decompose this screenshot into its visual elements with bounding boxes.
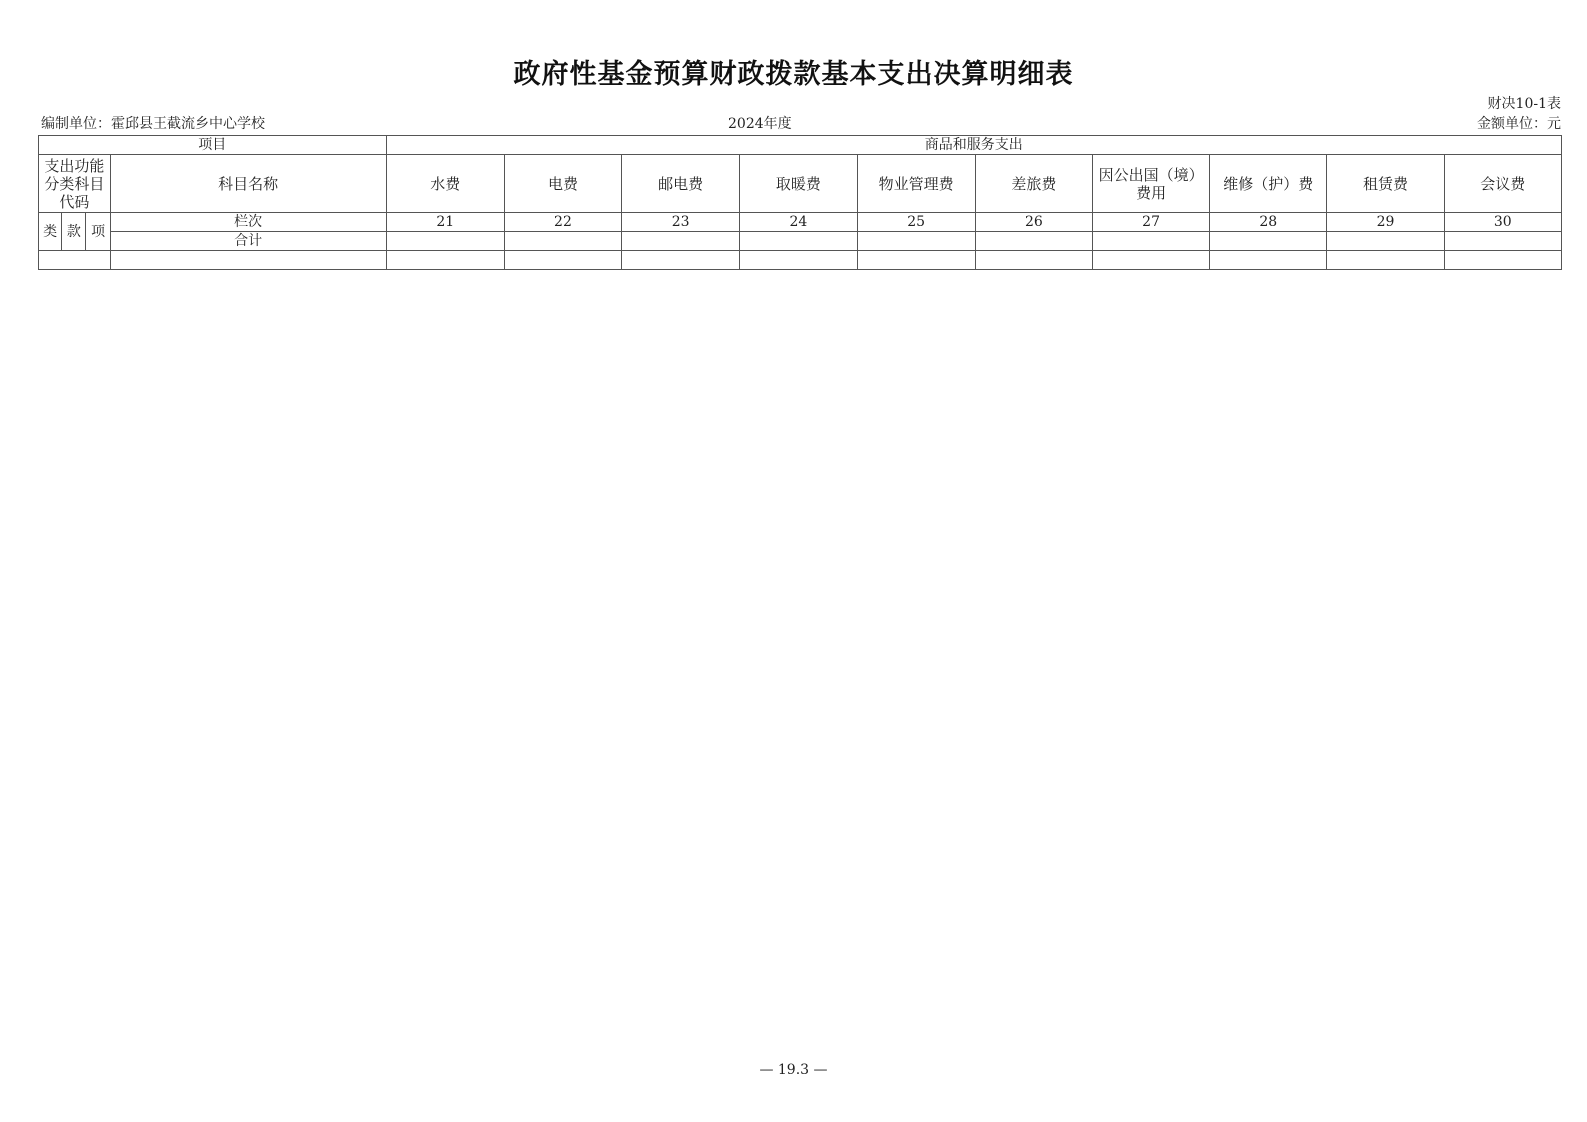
empty-cell (975, 251, 1092, 270)
col-header-heating: 取暖费 (740, 155, 857, 213)
empty-cell (1092, 251, 1209, 270)
code-item-label: 项 (86, 213, 110, 251)
empty-cell (1444, 251, 1561, 270)
total-cell (504, 232, 621, 251)
code-section-label: 款 (62, 213, 86, 251)
col-num-30: 30 (1444, 213, 1561, 232)
empty-cell (1327, 251, 1444, 270)
budget-detail-table (38, 135, 1562, 270)
total-cell (1210, 232, 1327, 251)
col-header-travel: 差旅费 (975, 155, 1092, 213)
empty-cell (1210, 251, 1327, 270)
col-num-27: 27 (1092, 213, 1209, 232)
expense-group-header: 商品和服务支出 (386, 136, 1561, 155)
col-num-23: 23 (622, 213, 740, 232)
total-row (39, 232, 1562, 251)
col-header-abroad: 因公出国（境）费用 (1092, 155, 1209, 213)
col-num-29: 29 (1327, 213, 1444, 232)
item-group-header: 项目 (39, 136, 387, 155)
column-number-row (39, 213, 1562, 232)
col-header-meeting: 会议费 (1444, 155, 1561, 213)
subject-name-header: 科目名称 (110, 155, 386, 213)
col-num-26: 26 (975, 213, 1092, 232)
total-cell (386, 232, 504, 251)
total-cell (740, 232, 857, 251)
total-cell (622, 232, 740, 251)
function-code-header: 支出功能分类科目代码 (39, 155, 111, 213)
compiling-unit: 编制单位：霍邱县王截流乡中心学校 (41, 116, 265, 132)
group-header-row (39, 136, 1562, 155)
col-header-electricity: 电费 (504, 155, 621, 213)
form-number: 财决10-1表 (1487, 96, 1561, 112)
empty-name-cell (110, 251, 386, 270)
col-header-maintenance: 维修（护）费 (1210, 155, 1327, 213)
total-cell (1327, 232, 1444, 251)
col-header-rental: 租赁费 (1327, 155, 1444, 213)
empty-cell (622, 251, 740, 270)
fiscal-year: 2024年度 (728, 116, 792, 132)
column-row-label: 栏次 (110, 213, 386, 232)
report-title: 政府性基金预算财政拨款基本支出决算明细表 (513, 59, 1074, 90)
total-cell (975, 232, 1092, 251)
total-label: 合计 (110, 232, 386, 251)
currency-unit: 金额单位：元 (1477, 116, 1561, 132)
empty-cell (504, 251, 621, 270)
col-num-25: 25 (857, 213, 975, 232)
empty-cell (740, 251, 857, 270)
col-header-postal: 邮电费 (622, 155, 740, 213)
total-cell (1444, 232, 1561, 251)
empty-cell (386, 251, 504, 270)
table-row (39, 251, 1562, 270)
col-num-24: 24 (740, 213, 857, 232)
total-cell (857, 232, 975, 251)
col-header-property: 物业管理费 (857, 155, 975, 213)
col-num-22: 22 (504, 213, 621, 232)
total-cell (1092, 232, 1209, 251)
col-num-28: 28 (1210, 213, 1327, 232)
empty-code-cell (39, 251, 111, 270)
col-num-21: 21 (386, 213, 504, 232)
page-number: — 19.3 — (759, 1062, 828, 1078)
code-class-label: 类 (39, 213, 62, 251)
column-header-row (39, 155, 1562, 213)
col-header-water: 水费 (386, 155, 504, 213)
empty-cell (857, 251, 975, 270)
